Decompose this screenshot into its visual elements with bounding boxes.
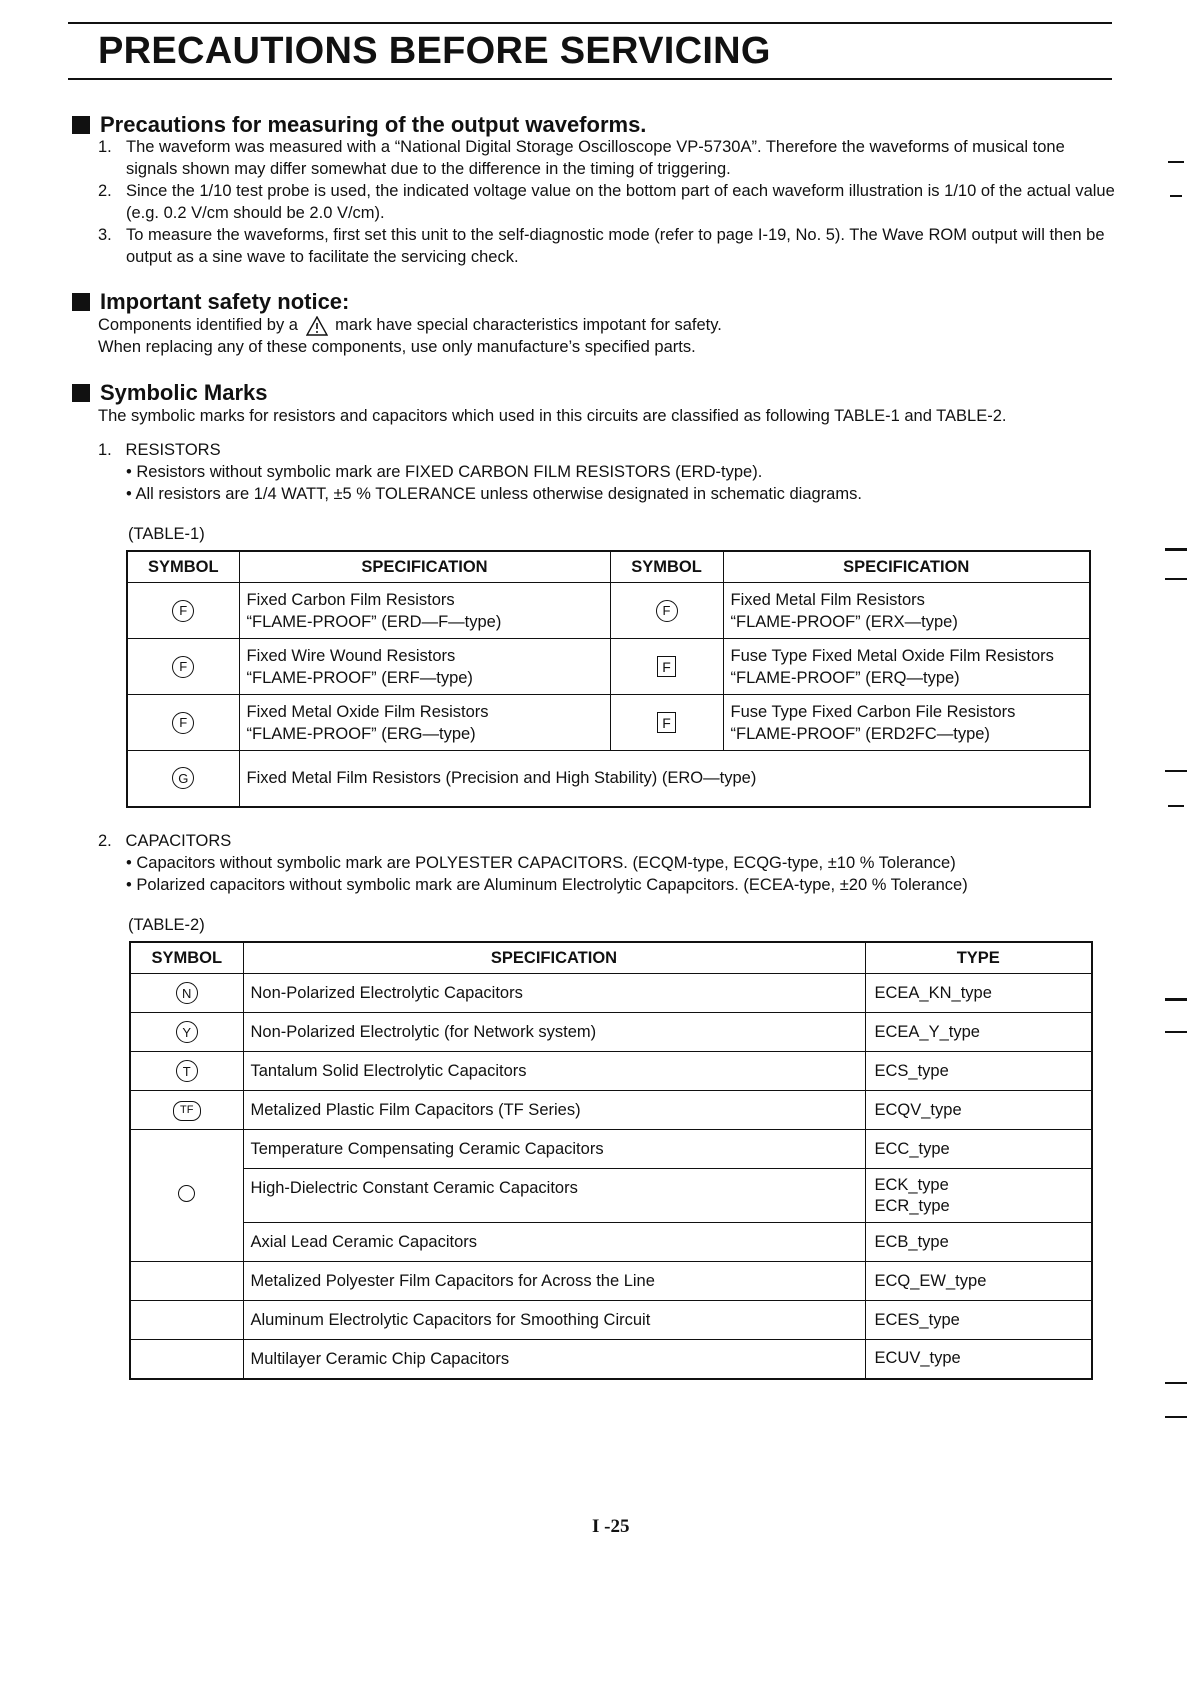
spec-cell: Tantalum Solid Electrolytic Capacitors [243,1052,865,1091]
header-symbol: SYMBOL [127,551,239,583]
boxed-f-symbol: F [657,656,676,677]
spec-cell: Metalized Plastic Film Capacitors (TF Series) [243,1091,865,1130]
type-line: ECK_type [874,1175,949,1194]
table-row [130,1013,1092,1052]
table-header-row [127,551,1090,583]
item-text: The waveform was measured with a “National Digital Storage Oscilloscope VP-5730A”. Therefore the waveforms of musical tone signals shown may differ somewhat due to the difference in the timing of triggering. [126,138,1065,178]
circled-f-symbol: F [172,656,194,678]
spec-cell [723,695,1090,751]
type-cell: ECC_type [865,1130,1092,1169]
spec-cell: Fixed Metal Film Resistors (Precision and High Stability) (ERO—type) [239,751,1090,807]
spec-line: Fixed Metal Oxide Film Resistors [246,702,489,721]
spec-line: “FLAME-PROOF” (ERD—F—type) [246,612,502,631]
square-bullet-icon [72,293,90,311]
boxed-f-symbol: F [657,712,676,733]
spec-cell: Metalized Polyester Film Capacitors for Across the Line [243,1262,865,1301]
safety-line-2: When replacing any of these components, use only manufacture’s specified parts. [98,338,696,356]
type-cell: ECEA_Y_type [865,1013,1092,1052]
header-type: TYPE [865,942,1092,974]
symbol-cell [127,639,239,695]
waveforms-heading-text: Precautions for measuring of the output waveforms. [100,112,647,137]
table-row [127,639,1090,695]
header-specification: SPECIFICATION [239,551,610,583]
header-symbol: SYMBOL [610,551,723,583]
circled-g-symbol: G [172,767,194,789]
symbol-cell [127,583,239,639]
header-specification: SPECIFICATION [723,551,1090,583]
symbol-cell [127,751,239,807]
table-row [127,751,1090,807]
spec-cell: Non-Polarized Electrolytic Capacitors [243,974,865,1013]
circled-f-symbol: F [172,712,194,734]
symbol-cell [130,1262,243,1301]
header-specification: SPECIFICATION [243,942,865,974]
list-item: • Polarized capacitors without symbolic mark are Aluminum Electrolytic Capapcitors. (ECEA-type, ±20 % Tolerance) [126,874,968,896]
spec-line: “FLAME-PROOF” (ERD2FC—type) [730,724,990,743]
item-text: CAPACITORS [125,832,232,850]
circled-f-symbol: F [656,600,678,622]
spec-line: Fixed Metal Film Resistors [730,590,925,609]
safety-text-before: Components identified by a [98,316,298,334]
margin-mark [1168,161,1184,163]
item-number: 1. [98,441,112,459]
table-row [130,1052,1092,1091]
spec-cell: Multilayer Ceramic Chip Capacitors [243,1340,865,1379]
table-row [130,1223,1092,1262]
margin-mark [1165,578,1187,580]
spec-cell: Axial Lead Ceramic Capacitors [243,1223,865,1262]
table-2 [129,941,1093,1380]
symbol-cell [130,1130,243,1262]
spec-line: Fuse Type Fixed Carbon File Resistors [730,702,1016,721]
table2-caption: (TABLE-2) [128,916,205,934]
item-text: To measure the waveforms, first set this unit to the self-diagnostic mode (refer to page I-19, No. 5). The Wave ROM output will then be output as a sine wave to facilitate the servicing check. [126,226,1105,266]
resistors-label [98,439,221,461]
safety-heading [72,289,349,315]
circled-t-symbol: T [176,1060,198,1082]
table-row [130,1130,1092,1169]
circled-n-symbol: N [176,982,198,1004]
safety-heading-text: Important safety notice: [100,289,350,314]
symbolic-heading-text: Symbolic Marks [100,380,268,405]
item-text: Since the 1/10 test probe is used, the indicated voltage value on the bottom part of each waveform illustration is 1/10 of the actual value (e.g. 0.2 V/cm should be 2.0 V/cm). [126,182,1115,222]
spec-cell [239,583,610,639]
spec-cell [723,583,1090,639]
table-row [130,1169,1092,1223]
symbol-cell [127,695,239,751]
table-row [130,1262,1092,1301]
spec-cell: Temperature Compensating Ceramic Capacitors [243,1130,865,1169]
capacitors-label [98,830,231,852]
margin-mark [1165,770,1187,772]
type-cell [865,1169,1092,1223]
capacitors-bullets [126,852,968,896]
item-number: 3. [98,226,112,244]
table-1 [126,550,1091,808]
circled-f-symbol: F [172,600,194,622]
resistors-bullets [126,461,862,505]
symbol-cell [610,639,723,695]
table-header-row [130,942,1092,974]
type-cell: ECS_type [865,1052,1092,1091]
table-row [130,974,1092,1013]
waveforms-heading [72,112,646,138]
safety-text-after: mark have special characteristics impotant for safety. [335,316,722,334]
symbolic-heading [72,380,268,406]
symbol-cell [610,583,723,639]
circled-tf-symbol: TF [173,1101,201,1121]
spec-line: Fixed Wire Wound Resistors [246,646,456,665]
symbol-cell [130,1340,243,1379]
spec-line: Fuse Type Fixed Metal Oxide Film Resistors [730,646,1054,665]
type-cell: ECB_type [865,1223,1092,1262]
item-number: 2. [98,182,112,200]
title-rule-bottom [68,78,1112,80]
spec-cell [723,639,1090,695]
list-item [98,181,1118,224]
table1-caption: (TABLE-1) [128,525,205,543]
margin-mark [1165,998,1187,1001]
type-cell: ECQV_type [865,1091,1092,1130]
spec-line: “FLAME-PROOF” (ERF—type) [246,668,473,687]
symbol-cell [130,974,243,1013]
list-item [98,137,1118,180]
spec-cell: Non-Polarized Electrolytic (for Network system) [243,1013,865,1052]
type-cell: ECES_type [865,1301,1092,1340]
spec-cell: High-Dielectric Constant Ceramic Capacitors [243,1169,865,1223]
table-row [130,1340,1092,1379]
title-rule-top [68,22,1112,24]
spec-line: “FLAME-PROOF” (ERQ—type) [730,668,960,687]
waveforms-list [98,137,1118,269]
margin-mark [1165,1382,1187,1384]
spec-line: Fixed Carbon Film Resistors [246,590,455,609]
header-symbol: SYMBOL [130,942,243,974]
type-line: ECR_type [874,1196,950,1215]
type-cell: ECEA_KN_type [865,974,1092,1013]
spec-cell: Aluminum Electrolytic Capacitors for Smoothing Circuit [243,1301,865,1340]
spec-cell [239,695,610,751]
table-row [127,583,1090,639]
margin-mark [1170,195,1182,197]
symbol-cell [130,1052,243,1091]
item-number: 1. [98,138,112,156]
symbol-cell [130,1091,243,1130]
margin-mark [1165,1416,1187,1418]
safety-line-1 [98,315,722,336]
item-text: RESISTORS [125,441,221,459]
circled-y-symbol: Y [176,1021,198,1043]
spec-line: “FLAME-PROOF” (ERX—type) [730,612,958,631]
type-cell: ECUV_type [865,1340,1092,1379]
symbolic-intro: The symbolic marks for resistors and capacitors which used in this circuits are classified as following TABLE-1 and TABLE-2. [98,407,1007,425]
spec-line: “FLAME-PROOF” (ERG—type) [246,724,476,743]
table-row [130,1301,1092,1340]
list-item [98,225,1118,268]
square-bullet-icon [72,384,90,402]
spec-cell [239,639,610,695]
type-cell: ECQ_EW_type [865,1262,1092,1301]
symbol-cell [130,1013,243,1052]
margin-mark [1165,548,1187,551]
symbol-cell [610,695,723,751]
list-item: • All resistors are 1/4 WATT, ±5 % TOLERANCE unless otherwise designated in schematic diagrams. [126,483,862,505]
item-number: 2. [98,832,112,850]
page-title: PRECAUTIONS BEFORE SERVICING [98,30,771,72]
list-item: • Capacitors without symbolic mark are POLYESTER CAPACITORS. (ECQM-type, ECQG-type, ±10 % Tolerance) [126,852,968,874]
margin-mark [1168,805,1184,807]
table-row [127,695,1090,751]
table-row [130,1091,1092,1130]
list-item: • Resistors without symbolic mark are FIXED CARBON FILM RESISTORS (ERD-type). [126,461,862,483]
warning-triangle-icon [306,316,328,336]
empty-circle-symbol [178,1185,195,1202]
margin-mark [1165,1031,1187,1033]
symbol-cell [130,1301,243,1340]
page-number: I -25 [592,1516,630,1537]
square-bullet-icon [72,116,90,134]
